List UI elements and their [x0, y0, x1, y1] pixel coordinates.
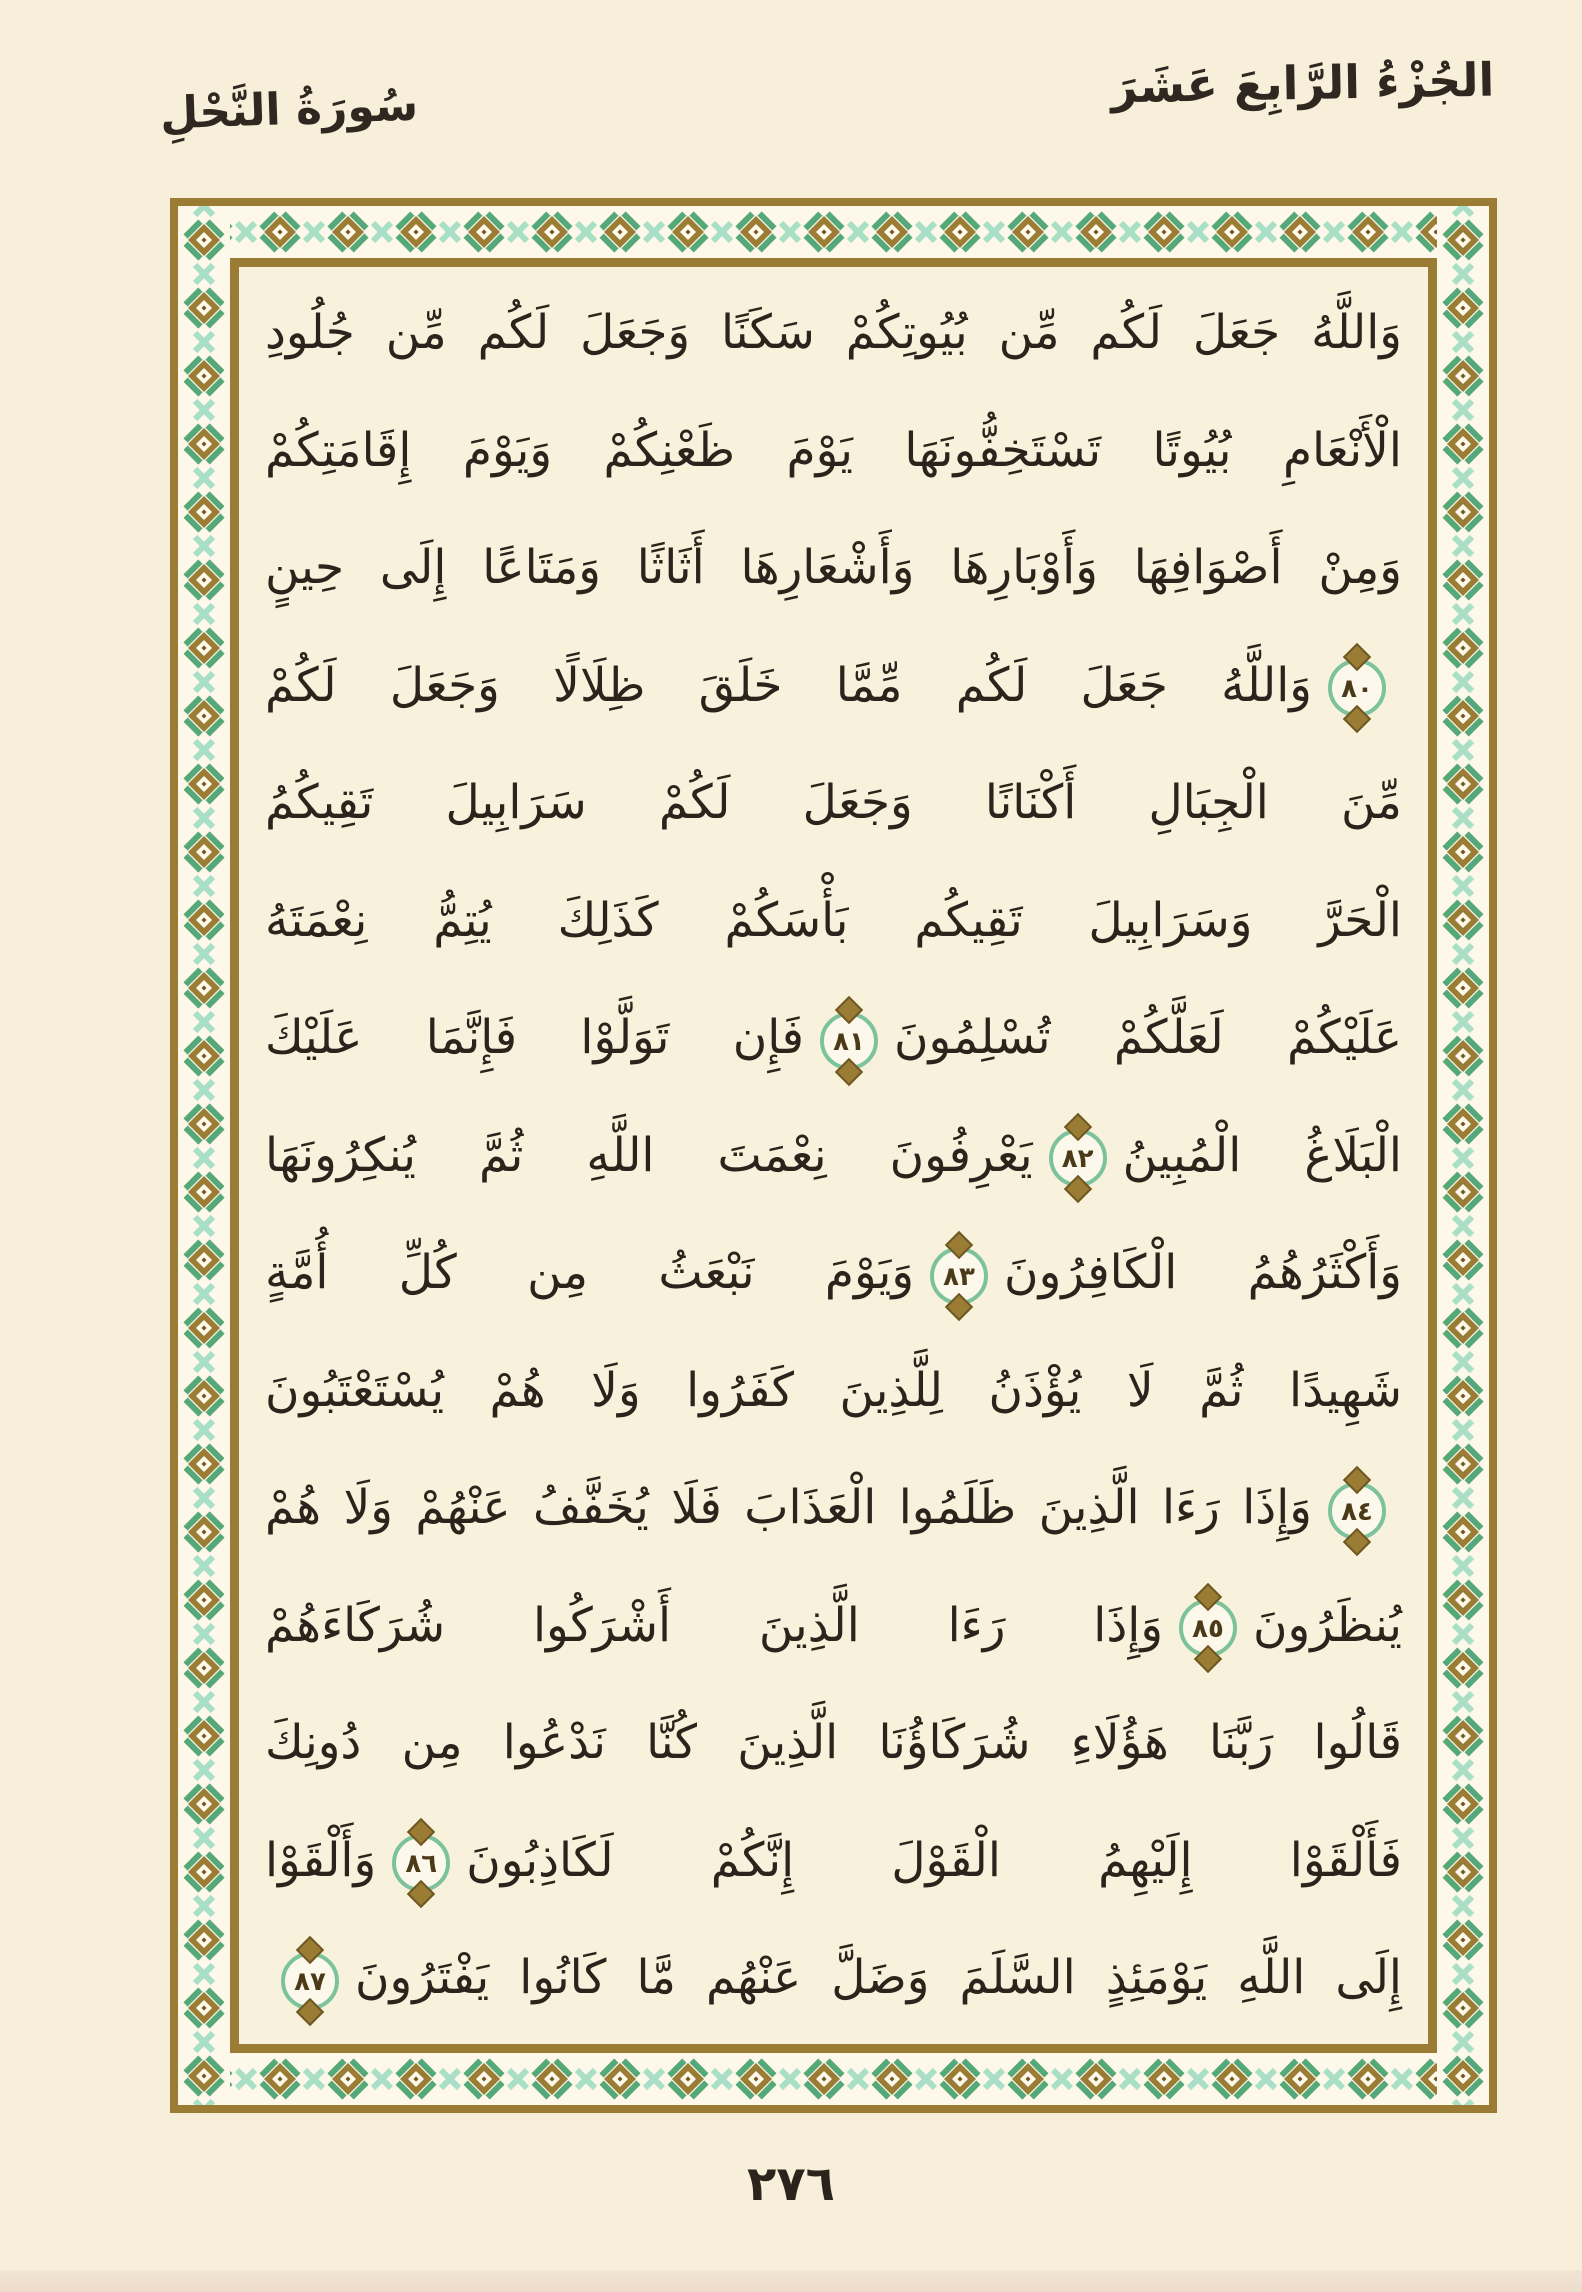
verse-marker [392, 1834, 450, 1892]
ayah-text: إِلَى اللَّهِ يَوْمَئِذٍ السَّلَمَ وَضَلَّ عَنْهُم مَّا كَانُوا يَفْتَرُونَ [355, 1950, 1402, 2005]
ayah-text: وَاللَّهُ جَعَلَ لَكُم مِّن بُيُوتِكُمْ سَكَنًا وَجَعَلَ لَكُم مِّن جُلُودِ [265, 305, 1402, 360]
quran-line-4 [265, 628, 1402, 744]
quran-line-10 [265, 1333, 1402, 1449]
quran-line-12 [265, 1568, 1402, 1684]
verse-marker [930, 1247, 988, 1305]
ayah-text: وَمِنْ أَصْوَافِهَا وَأَوْبَارِهَا وَأَشْعَارِهَا أَثَاثًا وَمَتَاعًا إِلَى حِينٍ [265, 540, 1402, 595]
ayah-text: فَأَلْقَوْا إِلَيْهِمُ الْقَوْلَ إِنَّكُمْ لَكَاذِبُونَ [466, 1832, 1402, 1888]
quran-line-8 [265, 1098, 1402, 1214]
ayah-text: يَعْرِفُونَ نِعْمَتَ اللَّهِ ثُمَّ يُنكِرُونَهَا [265, 1127, 1033, 1183]
quran-line-7 [265, 980, 1402, 1096]
ayah-text: الْأَنْعَامِ بُيُوتًا تَسْتَخِفُّونَهَا يَوْمَ ظَعْنِكُمْ وَيَوْمَ إِقَامَتِكُمْ [265, 422, 1402, 478]
surah-title: سُورَةُ النَّحْلِ [159, 79, 419, 140]
ayah-text: وَأَكْثَرُهُمُ الْكَافِرُونَ [1004, 1245, 1402, 1300]
ayah-text: الْحَرَّ وَسَرَابِيلَ تَقِيكُم بَأْسَكُمْ كَذَلِكَ يُتِمُّ نِعْمَتَهُ [265, 892, 1402, 948]
ayah-text: فَإِن تَوَلَّوْا فَإِنَّمَا عَلَيْكَ [265, 1010, 805, 1065]
verse-marker [1328, 659, 1386, 717]
border-band-right [1437, 206, 1489, 2105]
ayah-text: وَاللَّهُ جَعَلَ لَكُم مِّمَّا خَلَقَ ظِلَالًا وَجَعَلَ لَكُمْ [265, 657, 1312, 713]
ayah-text: الْبَلَاغُ الْمُبِينُ [1122, 1127, 1402, 1183]
ayah-text: قَالُوا رَبَّنَا هَؤُلَاءِ شُرَكَاؤُنَا الَّذِينَ كُنَّا نَدْعُوا مِن دُونِكَ [265, 1715, 1402, 1770]
quran-line-2 [265, 393, 1402, 509]
verse-number: ٨٠ [1341, 674, 1373, 704]
verse-marker [1328, 1482, 1386, 1540]
verse-marker [281, 1952, 339, 2010]
verse-marker [1049, 1129, 1107, 1187]
verse-number: ٨٦ [405, 1849, 438, 1879]
verse-marker [1179, 1599, 1237, 1657]
quran-line-3 [265, 510, 1402, 626]
quran-line-1 [265, 275, 1402, 391]
ayah-text: يُنظَرُونَ [1253, 1597, 1402, 1653]
ayah-text: شَهِيدًا ثُمَّ لَا يُؤْذَنُ لِلَّذِينَ كَفَرُوا وَلَا هُمْ يُسْتَعْتَبُونَ [265, 1362, 1402, 1418]
ayah-text: مِّنَ الْجِبَالِ أَكْنَانًا وَجَعَلَ لَكُمْ سَرَابِيلَ تَقِيكُمُ [265, 775, 1402, 830]
page-number: ٢٧٦ [747, 2156, 835, 2212]
quran-line-15 [265, 1920, 1402, 2036]
ayah-text: وَأَلْقَوْا [265, 1832, 377, 1888]
verse-number: ٨٤ [1341, 1496, 1373, 1527]
verse-marker [820, 1012, 878, 1070]
ayah-text: وَيَوْمَ نَبْعَثُ مِن كُلِّ أُمَّةٍ [265, 1245, 915, 1300]
ayah-text: وَإِذَا رَءَا الَّذِينَ أَشْرَكُوا شُرَكَاءَهُمْ [265, 1597, 1164, 1653]
photo-bottom-edge [0, 2270, 1582, 2292]
quran-line-14 [265, 1803, 1402, 1919]
quran-text-area [230, 258, 1437, 2053]
border-band-left [178, 206, 230, 2105]
verse-number: ٨٧ [294, 1966, 326, 1997]
quran-line-11 [265, 1450, 1402, 1566]
verse-number: ٨٥ [1192, 1614, 1224, 1644]
quran-line-5 [265, 745, 1402, 861]
quran-line-6 [265, 863, 1402, 979]
quran-line-13 [265, 1685, 1402, 1801]
juz-title: الجُزْءُ الرَّابِعَ عَشَرَ [1110, 52, 1495, 114]
verse-number: ٨٣ [943, 1261, 975, 1292]
verse-number: ٨٢ [1061, 1144, 1094, 1174]
verse-number: ٨١ [833, 1026, 865, 1057]
border-band-bottom [178, 2053, 1489, 2105]
quran-line-9 [265, 1215, 1402, 1331]
ornamental-frame [170, 198, 1497, 2113]
border-band-top [178, 206, 1489, 258]
ayah-text: وَإِذَا رَءَا الَّذِينَ ظَلَمُوا الْعَذَابَ فَلَا يُخَفَّفُ عَنْهُمْ وَلَا هُمْ [265, 1480, 1312, 1535]
ayah-text: عَلَيْكُمْ لَعَلَّكُمْ تُسْلِمُونَ [894, 1010, 1403, 1065]
